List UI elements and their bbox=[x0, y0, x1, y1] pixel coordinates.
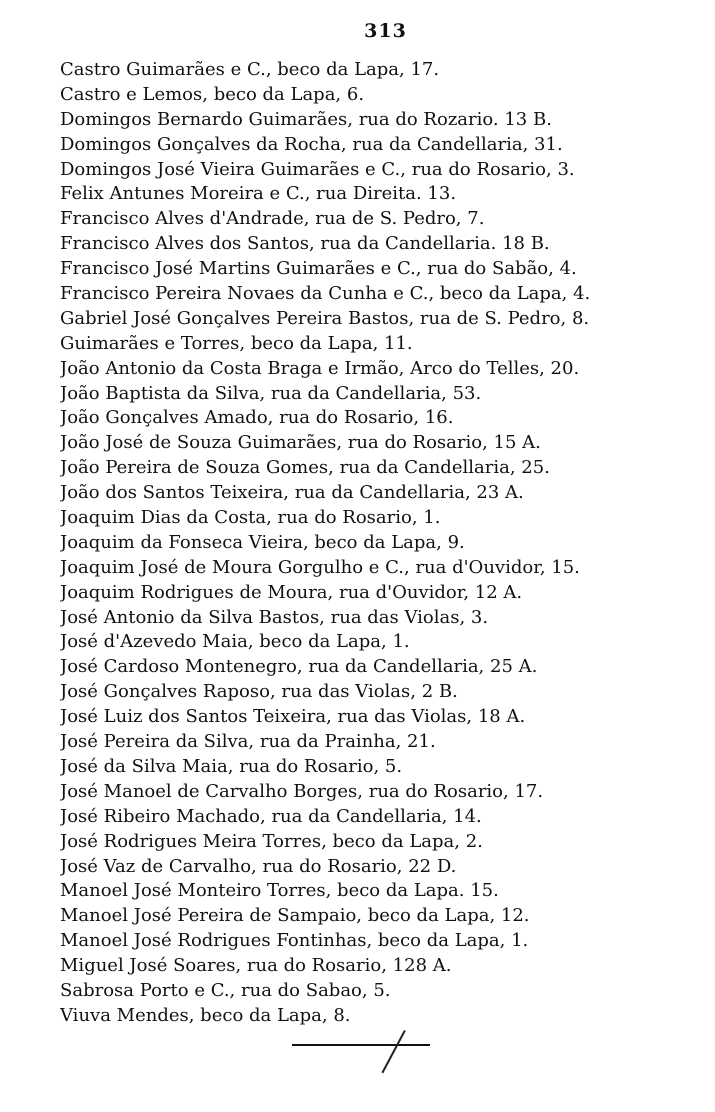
pen-stroke-mark bbox=[381, 1030, 405, 1073]
directory-entry: Francisco José Martins Guimarães e C., rua do Sabão, 4. bbox=[60, 258, 577, 280]
directory-entry: José Rodrigues Meira Torres, beco da Lapa, 2. bbox=[60, 830, 483, 852]
directory-entry: João Pereira de Souza Gomes, rua da Candellaria, 25. bbox=[60, 457, 550, 479]
directory-entry: Castro Guimarães e C., beco da Lapa, 17. bbox=[60, 59, 440, 80]
directory-entry: José da Silva Maia, rua do Rosario, 5. bbox=[60, 755, 403, 777]
directory-entry: José Vaz de Carvalho, rua do Rosario, 22 D. bbox=[60, 855, 457, 877]
directory-entry: Joaquim da Fonseca Vieira, beco da Lapa, 9. bbox=[60, 531, 465, 553]
directory-entry: João Gonçalves Amado, rua do Rosario, 16. bbox=[60, 407, 454, 429]
directory-entry: Gabriel José Gonçalves Pereira Bastos, rua de S. Pedro, 8. bbox=[60, 307, 590, 329]
directory-entry: Felix Antunes Moreira e C., rua Direita. 13. bbox=[60, 183, 457, 205]
directory-entry: José Luiz dos Santos Teixeira, rua das Violas, 18 A. bbox=[60, 706, 526, 728]
directory-entry: Sabrosa Porto e C., rua do Sabao, 5. bbox=[60, 979, 391, 1001]
directory-entry: Castro e Lemos, beco da Lapa, 6. bbox=[60, 83, 365, 105]
directory-entry: Francisco Alves dos Santos, rua da Candellaria. 18 B. bbox=[60, 233, 550, 255]
directory-entry: Manoel José Monteiro Torres, beco da Lapa. 15. bbox=[60, 880, 499, 902]
directory-entry: Manoel José Pereira de Sampaio, beco da Lapa, 12. bbox=[60, 905, 530, 927]
directory-entry: José Gonçalves Raposo, rua das Violas, 2 B. bbox=[60, 681, 458, 703]
directory-entry: João dos Santos Teixeira, rua da Candellaria, 23 A. bbox=[60, 482, 524, 504]
directory-entry: José d'Azevedo Maia, beco da Lapa, 1. bbox=[60, 631, 410, 653]
directory-entry: Joaquim Rodrigues de Moura, rua d'Ouvidor, 12 A. bbox=[60, 581, 523, 603]
directory-entry: Domingos José Vieira Guimarães e C., rua do Rosario, 3. bbox=[60, 158, 575, 180]
directory-entry: João Antonio da Costa Braga e Irmão, Arco do Telles, 20. bbox=[60, 357, 580, 379]
directory-entry: José Cardoso Montenegro, rua da Candellaria, 25 A. bbox=[60, 656, 538, 678]
directory-entry: José Pereira da Silva, rua da Prainha, 21. bbox=[60, 731, 436, 753]
directory-entry: Miguel José Soares, rua do Rosario, 128 A. bbox=[60, 955, 452, 977]
directory-entry: Francisco Alves d'Andrade, rua de S. Pedro, 7. bbox=[60, 208, 485, 230]
directory-entry: Manoel José Rodrigues Fontinhas, beco da Lapa, 1. bbox=[60, 930, 529, 952]
directory-entry: João Baptista da Silva, rua da Candellaria, 53. bbox=[60, 382, 482, 404]
directory-entry: Domingos Bernardo Guimarães, rua do Rozario. 13 B. bbox=[60, 108, 552, 130]
closing-rule bbox=[292, 1044, 430, 1046]
directory-entry: João José de Souza Guimarães, rua do Rosario, 15 A. bbox=[60, 432, 541, 454]
directory-entry: Joaquim José de Moura Gorgulho e C., rua d'Ouvidor, 15. bbox=[60, 556, 580, 578]
directory-entry: Guimarães e Torres, beco da Lapa, 11. bbox=[60, 332, 413, 354]
directory-entry: Joaquim Dias da Costa, rua do Rosario, 1. bbox=[60, 507, 441, 529]
directory-entry: José Manoel de Carvalho Borges, rua do Rosario, 17. bbox=[60, 780, 544, 802]
directory-list bbox=[60, 58, 700, 1029]
directory-entry: Viuva Mendes, beco da Lapa, 8. bbox=[60, 1004, 351, 1026]
directory-entry: Domingos Gonçalves da Rocha, rua da Candellaria, 31. bbox=[60, 133, 563, 155]
directory-entry: José Ribeiro Machado, rua da Candellaria, 14. bbox=[60, 805, 482, 827]
page-number: 313 bbox=[364, 20, 407, 42]
directory-entry: Francisco Pereira Novaes da Cunha e C., beco da Lapa, 4. bbox=[60, 283, 591, 305]
directory-entry: José Antonio da Silva Bastos, rua das Violas, 3. bbox=[60, 606, 489, 628]
